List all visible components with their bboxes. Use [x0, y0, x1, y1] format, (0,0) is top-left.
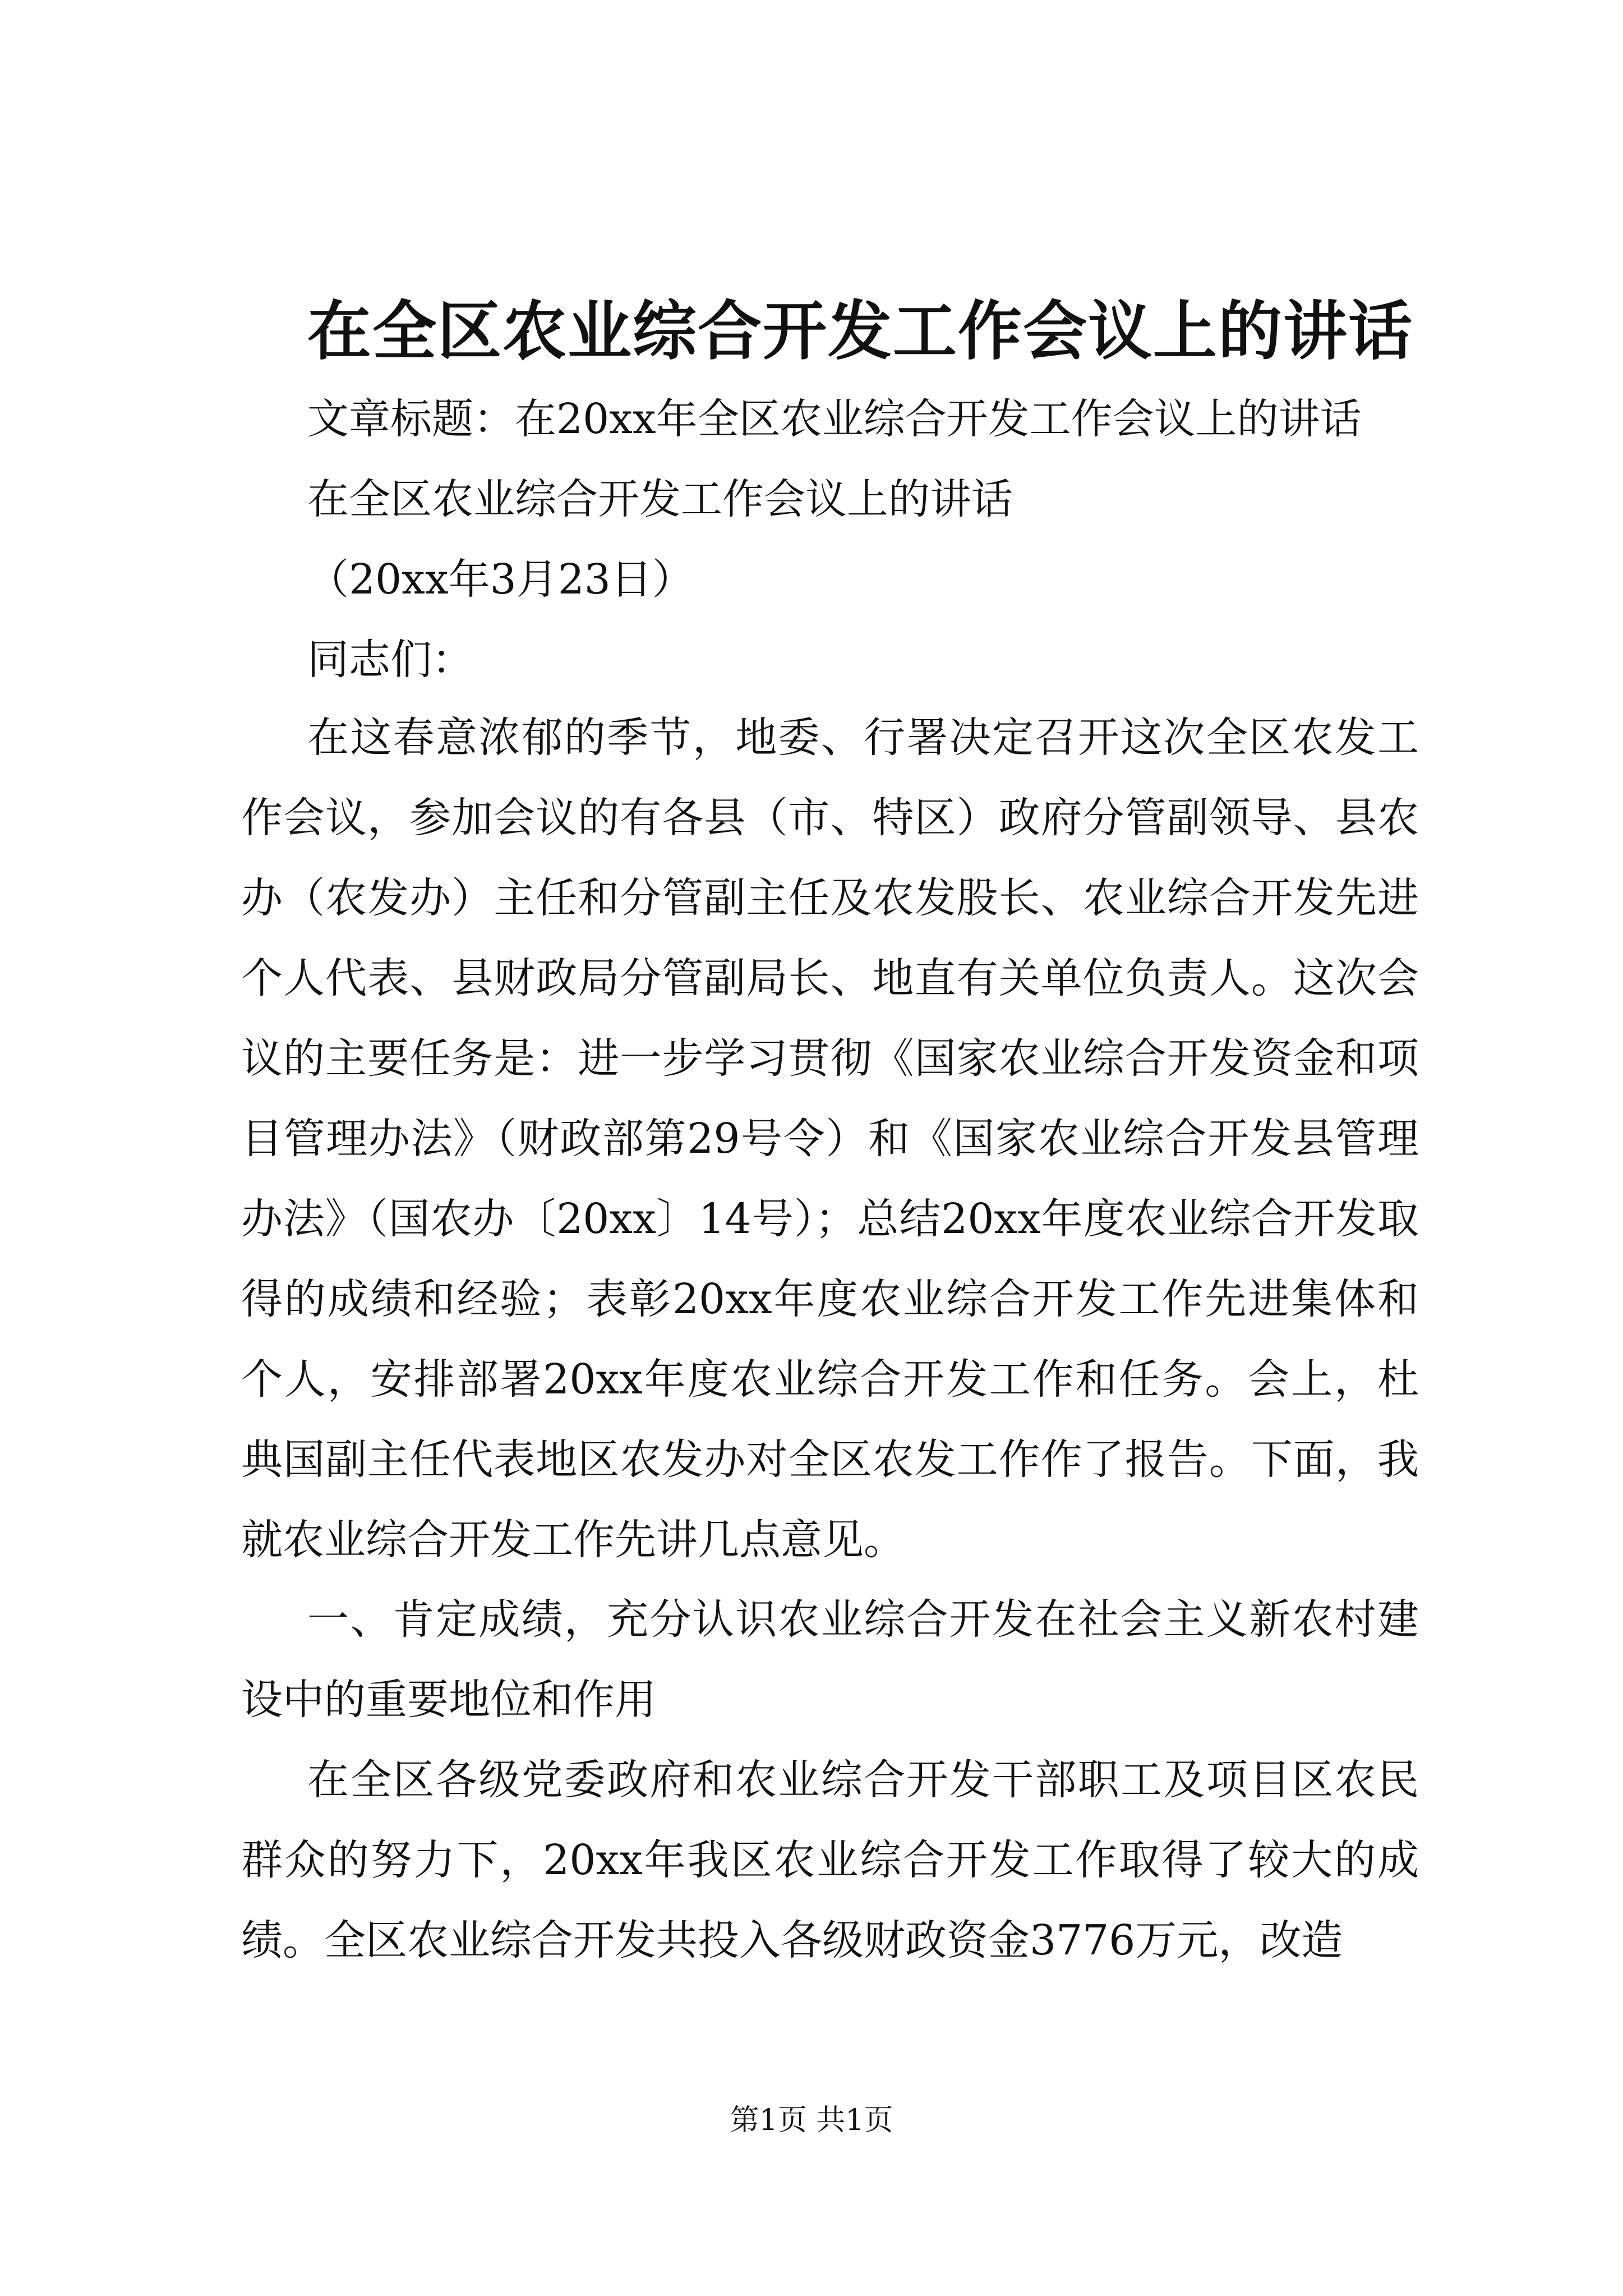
- document-title: 在全区农业综合开发工作会议上的讲话: [307, 293, 1414, 369]
- date-line: （20xx年3月23日）: [307, 555, 694, 604]
- salutation: 同志们：: [307, 636, 473, 684]
- article-title-line: 文章标题：在20xx年全区农业综合开发工作会议上的讲话: [307, 395, 1362, 443]
- document-subtitle: 在全区农业综合开发工作会议上的讲话: [307, 475, 1013, 523]
- body-paragraph: 在这春意浓郁的季节，地委、行署决定召开这次全区农发工作会议，参加会议的有各县（市、特区）政府分管副领导、县农办（农发办）主任和分管副主任及农发股长、农业综合开发先进个人代表、县财政局分管副局长、地直有关单位负责人。这次会议的主要任务是：进一步学习贯彻《国家农业综合开发资金和项目管理办法》（财政部第29号令）和《国家农业综合开发县管理办法》（国农办〔20xx〕14号）；总结20xx年度农业综合开发取得的成绩和经验；表彰20xx年度农业综合开发工作先进集体和个人，安排部署20xx年度农业综合开发工作和任务。会上，杜典国副主任代表地区农发办对全区农发工作作了报告。下面，我就农业综合开发工作先讲几点意见。: [241, 714, 1419, 1564]
- body-paragraph: 在全区各级党委政府和农业综合开发干部职工及项目区农民群众的努力下，20xx年我区农业综合开发工作取得了较大的成绩。全区农业综合开发共投入各级财政资金3776万元，改造: [241, 1756, 1419, 1964]
- section-heading: 一、肯定成绩，充分认识农业综合开发在社会主义新农村建设中的重要地位和作用: [241, 1595, 1419, 1724]
- page-footer: 第1页 共1页: [730, 2104, 893, 2137]
